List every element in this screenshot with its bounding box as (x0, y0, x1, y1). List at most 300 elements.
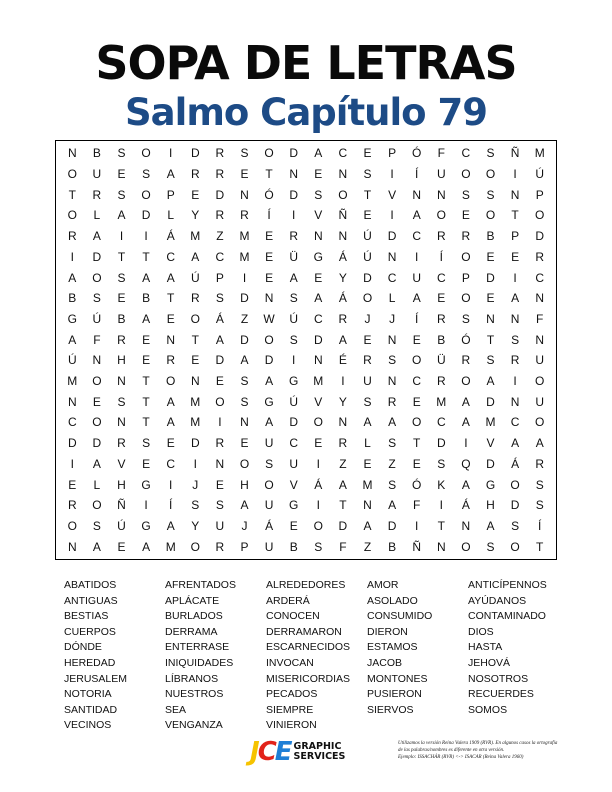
grid-cell[interactable]: I (341, 374, 345, 389)
grid-cell[interactable]: A (486, 518, 495, 533)
grid-cell[interactable]: O (92, 374, 102, 389)
grid-cell[interactable]: Ú (289, 394, 299, 409)
grid-cell[interactable]: Á (215, 311, 224, 326)
grid-cell[interactable]: S (142, 167, 151, 182)
grid-cell[interactable]: D (141, 208, 151, 223)
grid-cell[interactable]: T (265, 167, 273, 182)
grid-cell[interactable]: E (215, 374, 224, 389)
grid-cell[interactable]: E (240, 167, 249, 182)
grid-cell[interactable]: C (412, 229, 422, 244)
grid-cell[interactable]: E (486, 249, 495, 264)
grid-cell[interactable]: I (415, 518, 419, 533)
grid-cell[interactable]: T (117, 249, 126, 264)
grid-cell[interactable]: I (415, 249, 419, 264)
grid-cell[interactable]: N (510, 311, 520, 326)
grid-cell[interactable]: F (536, 311, 544, 326)
grid-cell[interactable]: R (338, 436, 348, 451)
grid-cell[interactable]: Ú (67, 353, 77, 368)
grid-cell[interactable]: D (436, 436, 446, 451)
grid-cell[interactable]: R (461, 353, 471, 368)
grid-cell[interactable]: R (338, 311, 348, 326)
grid-cell[interactable]: E (363, 146, 372, 161)
grid-cell[interactable]: A (166, 167, 175, 182)
grid-cell[interactable]: E (363, 208, 372, 223)
grid-cell[interactable]: E (363, 332, 372, 347)
grid-cell[interactable]: B (486, 229, 495, 244)
grid-cell[interactable]: E (191, 353, 200, 368)
grid-cell[interactable]: E (265, 229, 274, 244)
grid-cell[interactable]: I (292, 208, 296, 223)
grid-cell[interactable]: A (461, 477, 470, 492)
grid-cell[interactable]: D (240, 332, 249, 347)
grid-cell[interactable]: N (412, 187, 422, 202)
grid-cell[interactable]: T (413, 436, 421, 451)
grid-cell[interactable]: F (413, 498, 421, 513)
grid-cell[interactable]: O (461, 249, 471, 264)
grid-cell[interactable]: D (92, 436, 102, 451)
grid-cell[interactable]: O (338, 187, 348, 202)
grid-cell[interactable]: O (535, 374, 545, 389)
grid-cell[interactable]: D (215, 353, 225, 368)
grid-cell[interactable]: G (485, 477, 496, 492)
grid-cell[interactable]: Ñ (510, 146, 520, 161)
grid-cell[interactable]: Y (191, 518, 200, 533)
grid-cell[interactable]: Í (415, 167, 419, 182)
grid-cell[interactable]: I (70, 456, 74, 471)
grid-cell[interactable]: D (535, 229, 545, 244)
grid-cell[interactable]: Ú (289, 311, 299, 326)
grid-cell[interactable]: S (486, 187, 495, 202)
grid-cell[interactable]: Ó (264, 187, 274, 202)
grid-cell[interactable]: S (511, 518, 520, 533)
grid-cell[interactable]: S (363, 167, 372, 182)
grid-cell[interactable]: S (535, 477, 544, 492)
grid-cell[interactable]: R (535, 456, 545, 471)
grid-cell[interactable]: G (289, 374, 299, 389)
grid-cell[interactable]: A (240, 498, 249, 513)
grid-cell[interactable]: S (215, 291, 224, 306)
grid-cell[interactable]: O (67, 518, 77, 533)
grid-cell[interactable]: A (338, 332, 347, 347)
grid-cell[interactable]: N (92, 353, 102, 368)
grid-cell[interactable]: N (240, 415, 249, 430)
grid-cell[interactable]: A (511, 291, 520, 306)
grid-cell[interactable]: S (215, 498, 224, 513)
grid-cell[interactable]: A (166, 518, 175, 533)
grid-cell[interactable]: T (68, 187, 76, 202)
grid-cell[interactable]: O (461, 539, 471, 554)
grid-cell[interactable]: V (289, 477, 298, 492)
grid-cell[interactable]: D (289, 415, 299, 430)
grid-cell[interactable]: U (363, 374, 372, 389)
grid-cell[interactable]: I (390, 167, 394, 182)
grid-cell[interactable]: M (239, 229, 250, 244)
grid-cell[interactable]: N (338, 167, 348, 182)
grid-cell[interactable]: J (364, 311, 371, 326)
grid-cell[interactable]: Y (338, 394, 347, 409)
grid-cell[interactable]: Q (461, 456, 471, 471)
grid-cell[interactable]: S (486, 146, 495, 161)
grid-cell[interactable]: E (215, 477, 224, 492)
grid-cell[interactable]: I (513, 167, 517, 182)
grid-cell[interactable]: P (461, 270, 470, 285)
grid-cell[interactable]: N (67, 394, 77, 409)
grid-cell[interactable]: A (166, 394, 175, 409)
grid-cell[interactable]: R (240, 208, 249, 223)
grid-cell[interactable]: O (510, 477, 520, 492)
grid-cell[interactable]: N (486, 311, 495, 326)
grid-cell[interactable]: Á (461, 498, 470, 513)
grid-cell[interactable]: E (289, 518, 298, 533)
grid-cell[interactable]: D (486, 394, 495, 409)
grid-cell[interactable]: A (388, 498, 397, 513)
grid-cell[interactable]: N (535, 332, 545, 347)
grid-cell[interactable]: L (364, 436, 371, 451)
grid-cell[interactable]: R (535, 249, 545, 264)
grid-cell[interactable]: C (535, 270, 545, 285)
grid-cell[interactable]: S (117, 394, 126, 409)
grid-cell[interactable]: D (486, 270, 495, 285)
grid-cell[interactable]: Z (339, 456, 347, 471)
grid-cell[interactable]: S (240, 374, 249, 389)
grid-cell[interactable]: F (339, 539, 347, 554)
grid-cell[interactable]: R (510, 353, 520, 368)
grid-cell[interactable]: Í (538, 518, 542, 533)
grid-cell[interactable]: J (192, 477, 199, 492)
grid-cell[interactable]: I (439, 498, 443, 513)
grid-cell[interactable]: R (117, 436, 126, 451)
grid-cell[interactable]: O (264, 477, 274, 492)
grid-cell[interactable]: I (464, 436, 468, 451)
grid-cell[interactable]: R (166, 353, 176, 368)
grid-cell[interactable]: T (363, 187, 372, 202)
grid-cell[interactable]: C (461, 146, 471, 161)
grid-cell[interactable]: Z (388, 456, 396, 471)
grid-cell[interactable]: S (461, 187, 470, 202)
grid-cell[interactable]: B (437, 332, 446, 347)
grid-cell[interactable]: B (117, 311, 126, 326)
grid-cell[interactable]: Ú (363, 229, 372, 244)
grid-cell[interactable]: P (240, 539, 249, 554)
grid-cell[interactable]: E (314, 436, 323, 451)
grid-cell[interactable]: R (363, 353, 372, 368)
grid-cell[interactable]: E (117, 539, 126, 554)
grid-cell[interactable]: A (314, 146, 323, 161)
grid-cell[interactable]: A (142, 539, 151, 554)
grid-cell[interactable]: T (339, 498, 347, 513)
grid-cell[interactable]: S (142, 436, 151, 451)
grid-cell[interactable]: N (313, 353, 323, 368)
grid-cell[interactable]: Ú (92, 311, 102, 326)
grid-cell[interactable]: U (215, 518, 225, 533)
grid-cell[interactable]: G (141, 518, 151, 533)
grid-cell[interactable]: N (436, 539, 446, 554)
grid-cell[interactable]: S (388, 477, 397, 492)
grid-cell[interactable]: Í (439, 249, 443, 264)
grid-cell[interactable]: P (511, 229, 520, 244)
grid-cell[interactable]: É (338, 353, 347, 368)
grid-cell[interactable]: N (387, 332, 397, 347)
grid-cell[interactable]: C (215, 249, 225, 264)
grid-cell[interactable]: N (264, 291, 274, 306)
grid-cell[interactable]: L (388, 291, 396, 306)
grid-cell[interactable]: N (117, 374, 126, 389)
grid-cell[interactable]: E (511, 249, 520, 264)
grid-cell[interactable]: U (436, 167, 446, 182)
grid-cell[interactable]: N (166, 332, 176, 347)
grid-cell[interactable]: E (265, 270, 274, 285)
grid-cell[interactable]: R (436, 374, 446, 389)
grid-cell[interactable]: I (242, 270, 247, 285)
grid-cell[interactable]: B (388, 539, 397, 554)
grid-cell[interactable]: O (190, 539, 200, 554)
grid-cell[interactable]: Ñ (412, 539, 422, 554)
grid-cell[interactable]: I (119, 229, 124, 244)
grid-cell[interactable]: Ñ (117, 498, 126, 513)
grid-cell[interactable]: H (117, 353, 126, 368)
grid-cell[interactable]: A (68, 270, 77, 285)
grid-cell[interactable]: I (144, 229, 148, 244)
grid-cell[interactable]: R (215, 208, 225, 223)
grid-cell[interactable]: C (166, 249, 176, 264)
grid-cell[interactable]: S (461, 311, 470, 326)
grid-cell[interactable]: G (67, 311, 77, 326)
grid-cell[interactable]: S (314, 187, 323, 202)
grid-cell[interactable]: M (239, 249, 250, 264)
grid-cell[interactable]: U (535, 353, 545, 368)
grid-cell[interactable]: A (535, 436, 544, 451)
grid-cell[interactable]: N (338, 229, 348, 244)
grid-cell[interactable]: Á (166, 229, 175, 244)
grid-cell[interactable]: I (144, 498, 148, 513)
grid-cell[interactable]: T (486, 332, 495, 347)
grid-cell[interactable]: E (363, 456, 372, 471)
grid-cell[interactable]: S (388, 436, 397, 451)
grid-cell[interactable]: C (313, 311, 323, 326)
grid-cell[interactable]: N (215, 456, 225, 471)
grid-cell[interactable]: V (314, 394, 323, 409)
grid-cell[interactable]: B (142, 291, 151, 306)
grid-cell[interactable]: Á (314, 477, 323, 492)
grid-cell[interactable]: O (166, 374, 176, 389)
grid-cell[interactable]: A (215, 332, 224, 347)
grid-cell[interactable]: S (486, 539, 495, 554)
grid-cell[interactable]: S (388, 353, 397, 368)
grid-cell[interactable]: A (363, 415, 372, 430)
grid-cell[interactable]: S (363, 394, 372, 409)
grid-cell[interactable]: E (240, 436, 249, 451)
grid-cell[interactable]: G (141, 477, 151, 492)
grid-cell[interactable]: R (92, 187, 102, 202)
grid-cell[interactable]: U (264, 539, 274, 554)
grid-cell[interactable]: A (191, 249, 200, 264)
grid-cell[interactable]: E (412, 456, 421, 471)
grid-cell[interactable]: W (263, 311, 275, 326)
grid-cell[interactable]: E (412, 394, 421, 409)
grid-cell[interactable]: O (67, 167, 77, 182)
grid-cell[interactable]: E (166, 311, 175, 326)
grid-cell[interactable]: D (338, 518, 348, 533)
grid-cell[interactable]: O (313, 518, 323, 533)
grid-cell[interactable]: M (165, 539, 176, 554)
grid-cell[interactable]: Ú (535, 167, 545, 182)
grid-cell[interactable]: O (92, 415, 102, 430)
grid-cell[interactable]: C (387, 270, 397, 285)
grid-cell[interactable]: M (313, 374, 324, 389)
grid-cell[interactable]: N (313, 229, 323, 244)
grid-cell[interactable]: N (338, 415, 348, 430)
grid-cell[interactable]: L (93, 208, 101, 223)
grid-cell[interactable]: S (117, 270, 126, 285)
grid-cell[interactable]: S (117, 146, 126, 161)
grid-cell[interactable]: Í (169, 498, 173, 513)
grid-cell[interactable]: I (169, 146, 173, 161)
grid-cell[interactable]: M (67, 374, 78, 389)
grid-cell[interactable]: N (461, 518, 471, 533)
grid-cell[interactable]: A (412, 291, 421, 306)
grid-cell[interactable]: D (190, 436, 200, 451)
grid-cell[interactable]: O (215, 394, 225, 409)
grid-cell[interactable]: O (67, 208, 77, 223)
grid-cell[interactable]: N (436, 187, 446, 202)
grid-cell[interactable]: T (167, 291, 175, 306)
grid-cell[interactable]: O (485, 167, 496, 182)
grid-cell[interactable]: O (461, 291, 471, 306)
grid-cell[interactable]: O (141, 146, 151, 161)
grid-cell[interactable]: E (437, 291, 446, 306)
grid-cell[interactable]: H (486, 498, 495, 513)
grid-cell[interactable]: A (461, 415, 470, 430)
grid-cell[interactable]: S (486, 353, 495, 368)
grid-cell[interactable]: B (92, 146, 101, 161)
grid-cell[interactable]: S (289, 332, 298, 347)
grid-cell[interactable]: D (313, 332, 323, 347)
grid-cell[interactable]: A (511, 436, 520, 451)
grid-cell[interactable]: R (190, 167, 200, 182)
grid-cell[interactable]: J (389, 311, 396, 326)
grid-cell[interactable]: R (436, 311, 446, 326)
grid-cell[interactable]: E (191, 187, 200, 202)
grid-cell[interactable]: D (289, 146, 299, 161)
grid-cell[interactable]: F (437, 146, 445, 161)
grid-cell[interactable]: N (510, 394, 520, 409)
grid-cell[interactable]: Y (338, 270, 347, 285)
grid-cell[interactable]: O (264, 332, 274, 347)
grid-cell[interactable]: I (390, 208, 394, 223)
grid-cell[interactable]: N (387, 374, 397, 389)
grid-cell[interactable]: F (93, 332, 101, 347)
grid-cell[interactable]: D (289, 187, 299, 202)
grid-cell[interactable]: S (240, 394, 249, 409)
grid-cell[interactable]: I (70, 249, 74, 264)
grid-cell[interactable]: Ü (289, 249, 299, 264)
grid-cell[interactable]: R (461, 229, 471, 244)
grid-cell[interactable]: E (92, 394, 101, 409)
grid-cell[interactable]: A (265, 374, 274, 389)
grid-cell[interactable]: A (92, 456, 101, 471)
grid-cell[interactable]: Ú (190, 270, 200, 285)
grid-cell[interactable]: T (437, 518, 445, 533)
grid-cell[interactable]: Ñ (338, 208, 348, 223)
grid-cell[interactable]: A (289, 270, 298, 285)
grid-cell[interactable]: D (92, 249, 102, 264)
grid-cell[interactable]: E (142, 353, 151, 368)
grid-cell[interactable]: O (92, 270, 102, 285)
grid-cell[interactable]: R (215, 146, 225, 161)
grid-cell[interactable]: I (169, 477, 173, 492)
grid-cell[interactable]: R (387, 394, 397, 409)
grid-cell[interactable]: T (142, 249, 150, 264)
grid-cell[interactable]: A (363, 518, 372, 533)
grid-cell[interactable]: D (486, 456, 495, 471)
grid-cell[interactable]: S (511, 332, 520, 347)
grid-cell[interactable]: E (166, 436, 175, 451)
grid-cell[interactable]: Í (415, 311, 419, 326)
grid-cell[interactable]: D (510, 498, 520, 513)
grid-cell[interactable]: C (436, 415, 446, 430)
grid-cell[interactable]: S (437, 456, 446, 471)
grid-cell[interactable]: E (117, 291, 126, 306)
grid-cell[interactable]: A (461, 394, 470, 409)
grid-cell[interactable]: E (117, 167, 126, 182)
grid-cell[interactable]: E (142, 332, 151, 347)
grid-cell[interactable]: N (387, 249, 397, 264)
grid-cell[interactable]: M (190, 415, 201, 430)
grid-cell[interactable]: R (67, 498, 77, 513)
grid-cell[interactable]: O (510, 539, 520, 554)
grid-cell[interactable]: C (166, 456, 176, 471)
grid-cell[interactable]: O (461, 167, 471, 182)
grid-cell[interactable]: S (191, 498, 200, 513)
grid-cell[interactable]: A (68, 332, 77, 347)
grid-cell[interactable]: R (436, 229, 446, 244)
grid-cell[interactable]: L (93, 477, 101, 492)
grid-cell[interactable]: N (289, 167, 299, 182)
grid-cell[interactable]: A (265, 415, 274, 430)
grid-cell[interactable]: E (412, 332, 421, 347)
grid-cell[interactable]: S (117, 187, 126, 202)
grid-cell[interactable]: Á (511, 456, 520, 471)
grid-cell[interactable]: E (265, 249, 274, 264)
grid-cell[interactable]: Í (267, 208, 271, 223)
grid-cell[interactable]: M (362, 477, 373, 492)
grid-cell[interactable]: R (67, 229, 77, 244)
grid-cell[interactable]: N (117, 415, 126, 430)
grid-cell[interactable]: S (92, 291, 101, 306)
grid-cell[interactable]: O (412, 415, 422, 430)
grid-cell[interactable]: P (388, 146, 397, 161)
grid-cell[interactable]: N (190, 374, 200, 389)
grid-cell[interactable]: O (264, 146, 274, 161)
grid-cell[interactable]: M (485, 415, 496, 430)
grid-cell[interactable]: Y (191, 208, 200, 223)
grid-cell[interactable]: S (535, 498, 544, 513)
grid-cell[interactable]: N (535, 291, 545, 306)
grid-cell[interactable]: D (387, 518, 397, 533)
grid-cell[interactable]: D (190, 146, 200, 161)
grid-cell[interactable]: E (486, 291, 495, 306)
grid-cell[interactable]: A (117, 208, 126, 223)
grid-cell[interactable]: U (92, 167, 102, 182)
grid-cell[interactable]: Ü (436, 353, 446, 368)
grid-cell[interactable]: O (436, 208, 446, 223)
grid-cell[interactable]: S (314, 539, 323, 554)
grid-cell[interactable]: S (240, 146, 249, 161)
grid-cell[interactable]: K (437, 477, 446, 492)
grid-cell[interactable]: R (215, 436, 225, 451)
grid-cell[interactable]: M (534, 146, 545, 161)
grid-cell[interactable]: O (190, 311, 200, 326)
